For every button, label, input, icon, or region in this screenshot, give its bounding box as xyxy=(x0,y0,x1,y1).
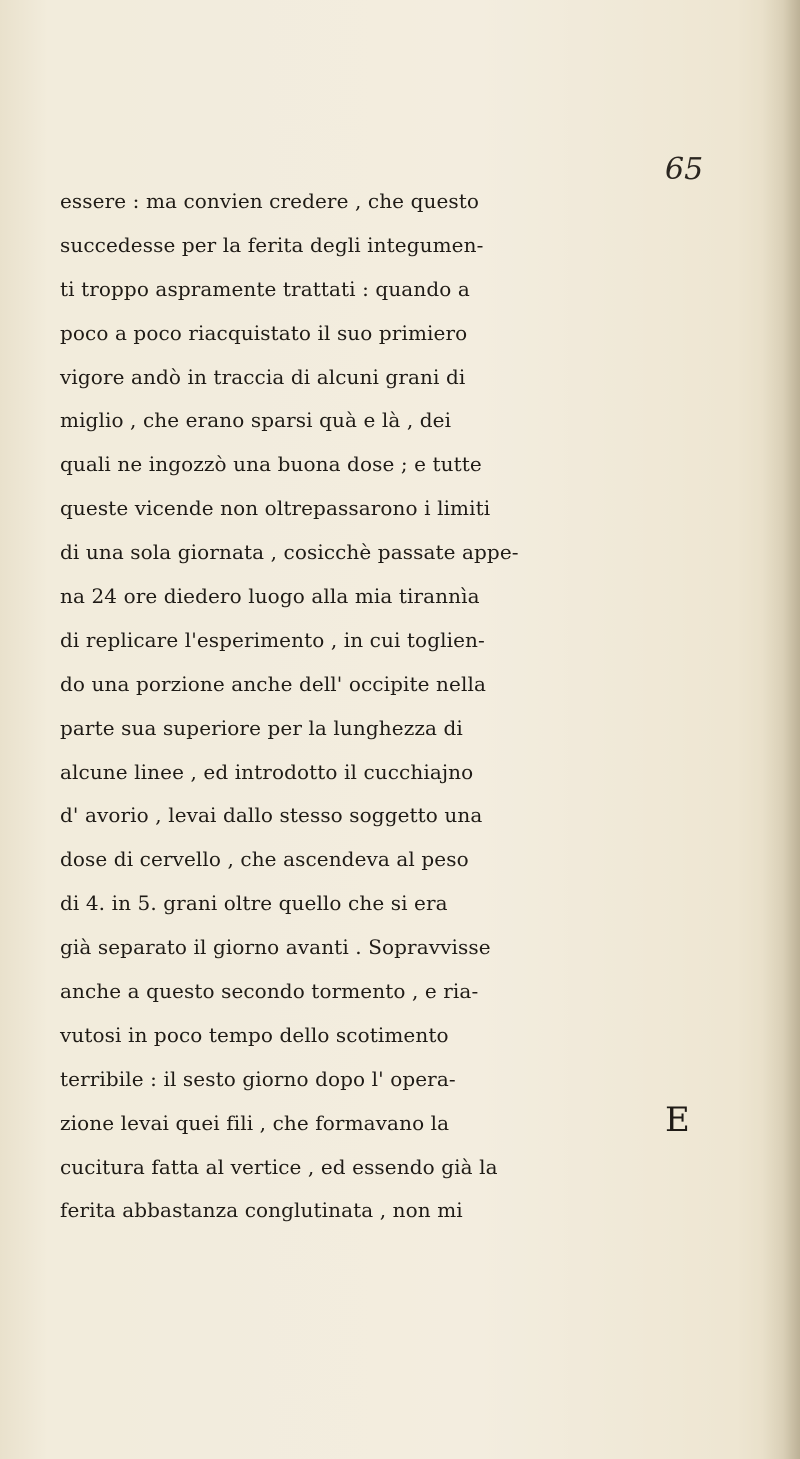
text-line: succedesse per la ferita degli integumen- xyxy=(60,232,484,257)
text-line: poco a poco riacquistato il suo primiero xyxy=(60,320,468,345)
text-line: di replicare l'esperimento , in cui toglien- xyxy=(60,627,485,652)
text-line: miglio , che erano sparsi quà e là , dei xyxy=(60,408,452,433)
text-line: alcune linee , ed introdotto il cucchiajno xyxy=(60,759,474,784)
text-line: di 4. in 5. grani oltre quello che si era xyxy=(60,891,448,916)
text-line: d' avorio , levai dallo stesso soggetto una xyxy=(60,803,483,828)
text-line: vutosi in poco tempo dello scotimento xyxy=(60,1022,449,1047)
text-line: già separato il giorno avanti . Sopravvisse xyxy=(60,935,491,960)
page-number: 65 xyxy=(665,152,704,187)
text-line: di una sola giornata , cosicchè passate appe- xyxy=(60,540,519,565)
text-line: terribile : il sesto giorno dopo l' opera- xyxy=(60,1066,456,1091)
text-line: essere : ma convien credere , che questo xyxy=(60,189,480,213)
body-text xyxy=(60,180,760,1233)
text-line: zione levai quei fili , che formavano la xyxy=(60,1110,450,1135)
text-line: ferita abbastanza conglutinata , non mi xyxy=(60,1198,463,1223)
text-line: do una porzione anche dell' occipite nella xyxy=(60,671,486,696)
text-line: dose di cervello , che ascendeva al peso xyxy=(60,847,469,872)
text-line: vigore andò in traccia di alcuni grani di xyxy=(60,364,466,389)
text-line: anche a questo secondo tormento , e ria- xyxy=(60,979,479,1004)
text-line: na 24 ore diedero luogo alla mia tirannìa xyxy=(60,584,480,609)
catchword: E xyxy=(665,1100,690,1140)
page-edge-shadow xyxy=(762,0,800,1459)
text-line: parte sua superiore per la lunghezza di xyxy=(60,715,463,740)
text-line: ti troppo aspramente trattati : quando a xyxy=(60,276,470,301)
text-line: queste vicende non oltrepassarono i limiti xyxy=(60,496,491,521)
text-line: cucitura fatta al vertice , ed essendo già la xyxy=(60,1154,498,1179)
text-line: quali ne ingozzò una buona dose ; e tutte xyxy=(60,452,482,477)
